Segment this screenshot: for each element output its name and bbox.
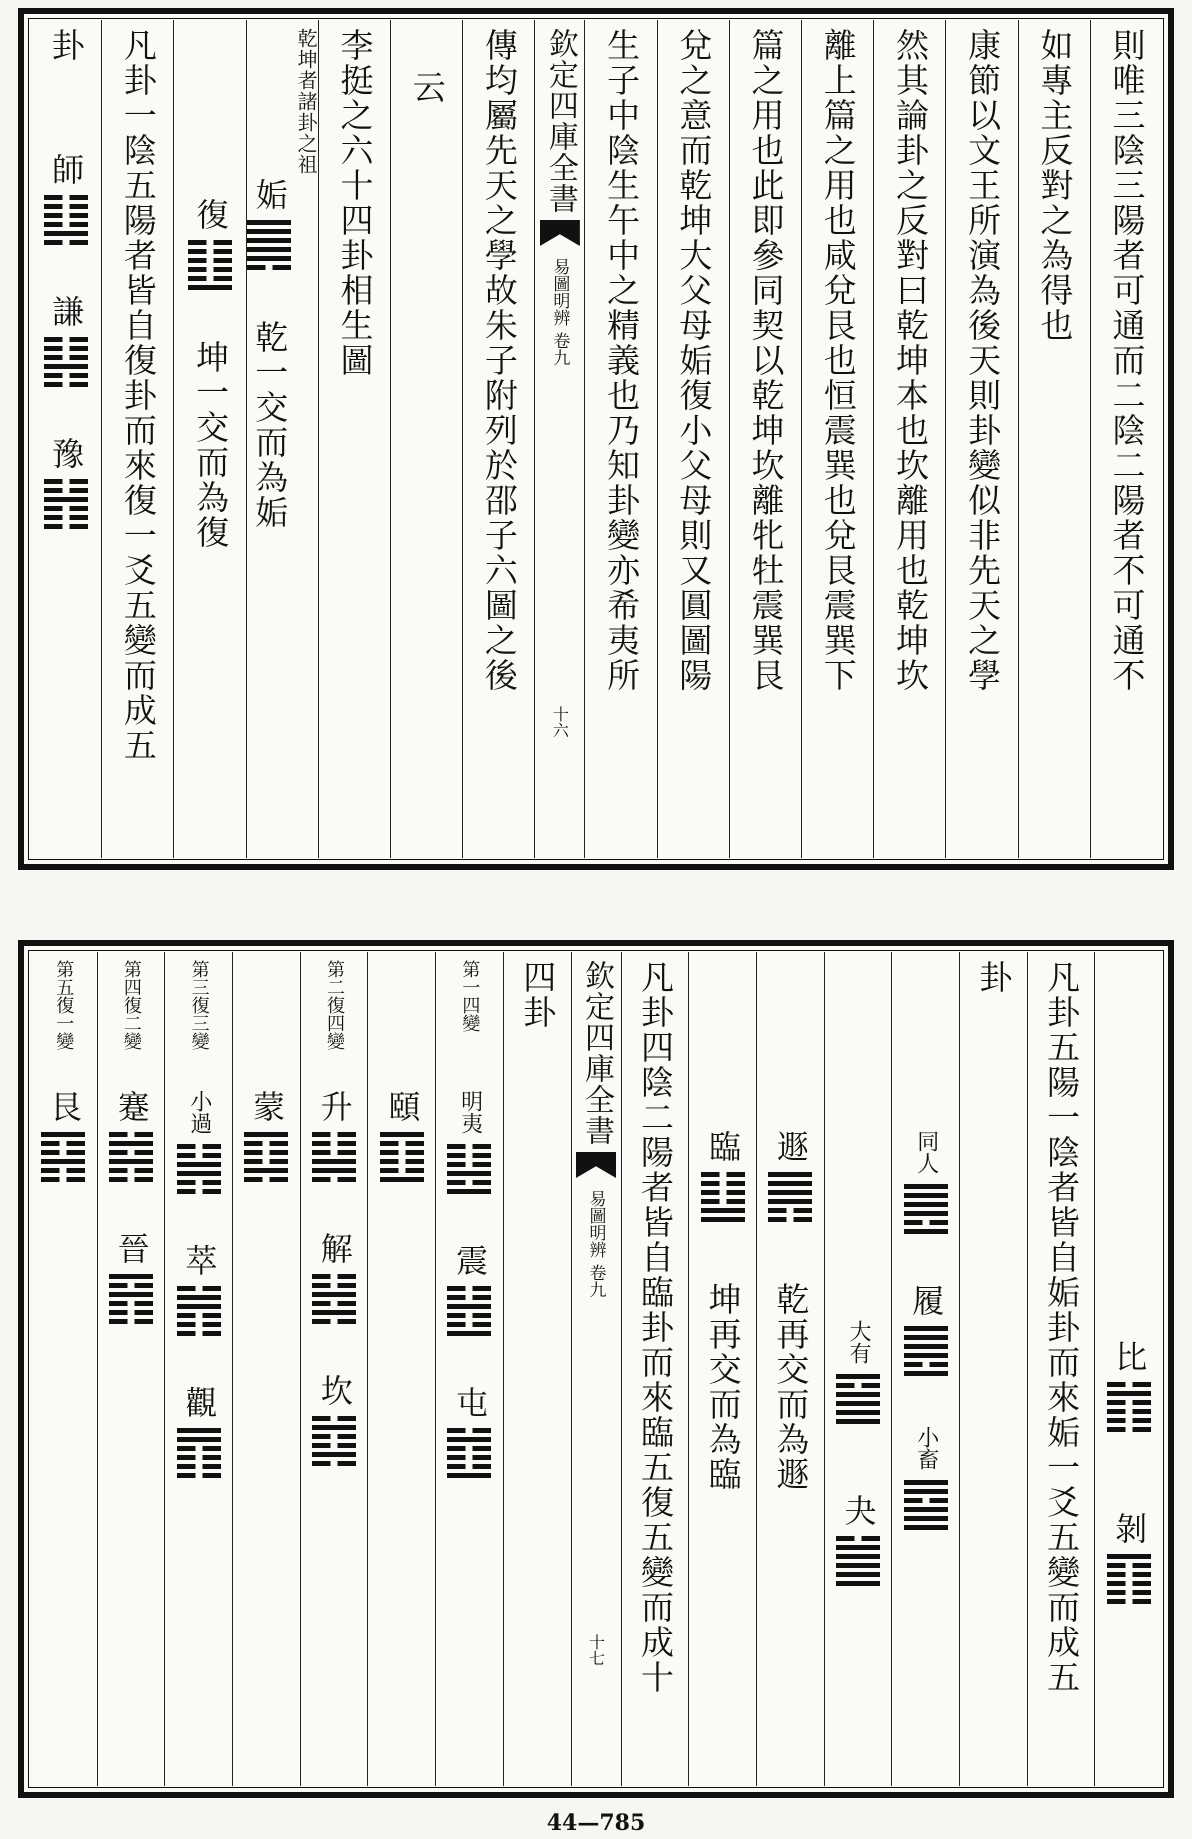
second-change-column: [300, 952, 368, 1786]
xiaoxu-name: 小畜: [913, 1426, 939, 1470]
fu-hexagram-icon: [188, 240, 232, 290]
change-label: 第五復一變: [53, 960, 75, 1050]
jin-hexagram-icon: [109, 1274, 153, 1324]
column-text: 康節以文王所演為後天則卦變似非先天之學: [963, 28, 1003, 693]
diagram-heading: 李挺之六十四卦相生圖: [335, 28, 375, 378]
jin-name: 晉: [112, 1232, 151, 1264]
jian-name: 蹇: [112, 1090, 151, 1122]
cui-hexagram-icon: [177, 1286, 221, 1336]
change-label: 第三復三變: [188, 960, 210, 1050]
column-text: 如專主反對之為得也: [1035, 28, 1075, 343]
zhen-name: 震: [451, 1244, 490, 1276]
gou-hexagram-icon: [247, 220, 291, 270]
leaf-number: 十六: [550, 706, 570, 738]
dayou-name: 大有: [846, 1320, 871, 1364]
fu-text: 坤一交而為復: [191, 340, 231, 550]
shi-name: 師: [47, 153, 86, 185]
meng-name: 蒙: [248, 1090, 286, 1122]
xiaoguo-name: 小過: [186, 1090, 212, 1134]
bo-name: 剝: [1110, 1512, 1149, 1544]
text-column: [462, 20, 534, 858]
text-column: [657, 20, 729, 858]
yu-hexagram-icon: [44, 479, 88, 529]
text-column: [1090, 20, 1162, 858]
xiaoguo-hexagram-icon: [177, 1144, 221, 1194]
lin-hexagram-icon: [701, 1172, 745, 1222]
text-column: [1018, 20, 1090, 858]
gou-text: 乾一交而為姤: [250, 320, 290, 530]
lin-name: 臨: [704, 1130, 743, 1162]
column-text: 篇之用也此即參同契以乾坤坎離牝牡震巽艮: [746, 28, 786, 693]
column-text: 云: [407, 70, 447, 105]
zhun-name: 屯: [451, 1386, 490, 1418]
text-column: [101, 20, 173, 858]
leaf-number: 十七: [586, 1634, 606, 1666]
change-label: 第四復二變: [120, 960, 142, 1050]
guan-name: 觀: [180, 1386, 219, 1418]
dayou-hexagram-icon: [836, 1374, 880, 1424]
text-column: [729, 20, 801, 858]
fifth-change-column: [30, 952, 97, 1786]
text-column: [390, 20, 462, 858]
shi-column: [30, 20, 101, 858]
fu-column: [173, 20, 245, 858]
yi-hexagram-icon: [380, 1132, 424, 1182]
volume-label: 卷九: [549, 332, 570, 366]
tongren-hexagram-icon: [904, 1184, 948, 1234]
lu-column: [891, 952, 959, 1786]
column-text: 傳均屬先天之學故朱子附列於邵子六圖之後: [479, 28, 519, 693]
lin-text: 坤再交而為臨: [703, 1282, 743, 1492]
page-number: 44—785: [546, 1810, 646, 1836]
volume-label: 卷九: [585, 1264, 606, 1298]
gen-name: 艮: [44, 1090, 83, 1122]
text-column: [621, 952, 689, 1786]
dayou-column: [824, 952, 892, 1786]
bottom-page-frame: [18, 940, 1174, 1798]
book-name: 易圖明辨: [549, 258, 570, 326]
gua-label: 卦: [974, 960, 1014, 995]
column-text: 生子中陰生午中之精義也乃知卦變亦希夷所: [602, 28, 642, 693]
yu-name: 豫: [47, 437, 86, 469]
bi-hexagram-icon: [1107, 1382, 1151, 1432]
guai-hexagram-icon: [836, 1536, 880, 1586]
book-title: 欽定四庫全書: [542, 28, 578, 214]
xiaoxu-hexagram-icon: [904, 1480, 948, 1530]
column-text: 離上篇之用也咸兌艮也恒震巽也兌艮震巽下: [818, 28, 858, 693]
gua-label: 卦: [46, 28, 86, 63]
dun-column: [756, 952, 824, 1786]
jian-hexagram-icon: [109, 1132, 153, 1182]
rule-text: 凡卦五陽一陰者皆自姤卦而來姤一爻五變而成五: [1042, 960, 1082, 1695]
mingyi-name: 明夷: [457, 1090, 483, 1134]
text-column: [801, 20, 873, 858]
xie-hexagram-icon: [312, 1274, 356, 1324]
shi-hexagram-icon: [44, 195, 88, 245]
zhun-hexagram-icon: [447, 1428, 491, 1478]
sheng-hexagram-icon: [312, 1132, 356, 1182]
fishtail-mark-icon: [576, 1152, 616, 1178]
kan-name: 坎: [315, 1374, 354, 1406]
gen-hexagram-icon: [41, 1132, 85, 1182]
book-title: 欽定四庫全書: [579, 960, 614, 1146]
lu-hexagram-icon: [904, 1326, 948, 1376]
text-column: [318, 20, 390, 858]
qian-name: 謙: [47, 295, 86, 327]
lin-column: [688, 952, 756, 1786]
bo-hexagram-icon: [1107, 1554, 1151, 1604]
top-page-frame: [18, 8, 1174, 870]
zhen-hexagram-icon: [447, 1286, 491, 1336]
fishtail-mark-icon: [540, 220, 580, 246]
fu-name: 復: [191, 198, 230, 230]
fourth-change-column: [97, 952, 165, 1786]
qian-hexagram-icon: [44, 337, 88, 387]
sheng-name: 升: [315, 1090, 354, 1122]
change-label: 第一四變: [459, 960, 481, 1032]
book-banner: [534, 20, 584, 858]
mingyi-hexagram-icon: [447, 1144, 491, 1194]
gou-name: 姤: [250, 178, 289, 210]
kan-hexagram-icon: [312, 1416, 356, 1466]
xie-name: 解: [315, 1232, 354, 1264]
guan-hexagram-icon: [177, 1428, 221, 1478]
third-change-column: [164, 952, 232, 1786]
column-text: 然其論卦之反對曰乾坤本也坎離用也乾坤坎: [890, 28, 930, 693]
rule-text: 凡卦一陰五陽者皆自復卦而來復一爻五變而成五: [118, 28, 158, 763]
bi-column: [1094, 952, 1162, 1786]
bottom-page-columns: [30, 952, 1162, 1786]
yi-name: 頤: [383, 1090, 422, 1122]
dun-name: 遯: [771, 1130, 810, 1162]
bi-name: 比: [1110, 1340, 1149, 1372]
change-label: 第二復四變: [323, 960, 345, 1050]
cui-name: 萃: [180, 1244, 219, 1276]
dun-text: 乾再交而為遯: [771, 1282, 811, 1492]
dun-hexagram-icon: [768, 1172, 812, 1222]
lu-name: 履: [907, 1284, 946, 1316]
book-name: 易圖明辨: [585, 1190, 606, 1258]
column-text: 則唯三陰三陽者可通而二陰二陽者不可通不: [1107, 28, 1147, 693]
guai-name: 夬: [839, 1494, 878, 1526]
book-banner: [571, 952, 621, 1786]
text-column: [503, 952, 571, 1786]
meng-column: [232, 952, 300, 1786]
column-text: 兌之意而乾坤大父母姤復小父母則又圓圖陽: [674, 28, 714, 693]
gou-note: 乾坤者諸卦之祖: [294, 28, 318, 175]
text-column: [873, 20, 945, 858]
tongren-name: 同人: [913, 1130, 939, 1174]
top-page-columns: [30, 20, 1162, 858]
text-column: [959, 952, 1027, 1786]
text-column: [1027, 952, 1095, 1786]
gou-column: [246, 20, 318, 858]
first-change-column: [435, 952, 503, 1786]
text-column: [584, 20, 656, 858]
rule-text: 凡卦四陰二陽者皆自臨卦而來臨五復五變而成十: [635, 960, 675, 1695]
meng-hexagram-icon: [244, 1132, 288, 1182]
si-gua-label: 四卦: [518, 960, 558, 1030]
yi-column: [367, 952, 435, 1786]
text-column: [945, 20, 1017, 858]
